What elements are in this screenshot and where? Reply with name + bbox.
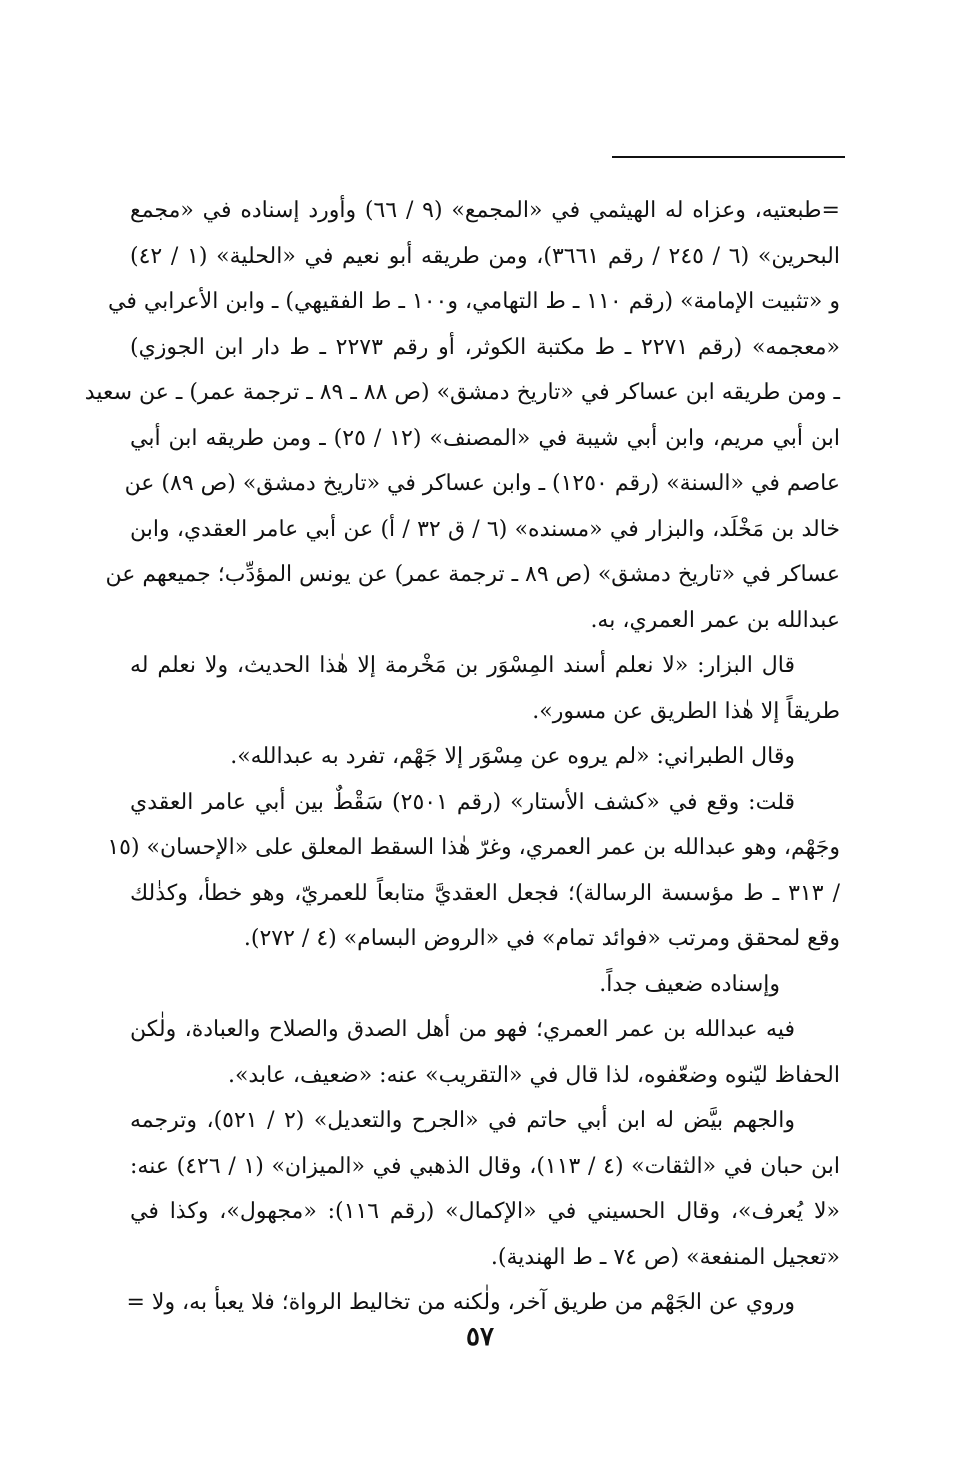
jahm-line: والجهم بيَّض له ابن أبي حاتم في «الجرح والتعديل» (٢ / ٥٢١)، وترجمه [130, 1108, 795, 1133]
ruwiya-line: وروي عن الجَهْم من طريق آخر، ولٰكنه من تخاليط الرواة؛ فلا يعبأ به، ولا = [126, 1290, 795, 1315]
footnote-line: البحرين» (٦ / ٢٤٥ / رقم ٣٦٦١)، ومن طريقه أبو نعيم في «الحلية» (١ / ٤٢) [130, 243, 840, 269]
footnote-separator-line [612, 156, 845, 158]
footnote-line: عساكر في «تاريخ دمشق» (ص ٨٩ ـ ترجمة عمر) عن يونس المؤدِّب؛ جميعهم عن [105, 562, 840, 587]
bazzar-quote-line: طريقاً إلا هٰذا الطريق عن مسور». [532, 698, 840, 724]
footnote-line: و «تثبيت الإمامة» (رقم ١١٠ ـ ط التهامي، و١٠٠ ـ ط الفقيهي) ـ وابن الأعرابي في [108, 289, 840, 314]
isnad-line: وإسناده ضعيف جداً. [599, 971, 780, 997]
bazzar-quote-line: قال البزار: «لا نعلم أسند المِسْوَر بن مَخْرمة إلا هٰذا الحديث، ولا نعلم له [130, 653, 795, 678]
tabarani-quote-line: وقال الطبراني: «لم يروه عن مِسْوَر إلا جَهْم، تفرد به عبدالله». [230, 744, 795, 769]
jahm-line: «تعجيل المنفعة» (ص ٧٤ ـ ط الهندية). [490, 1244, 840, 1270]
qultu-line: / ٣١٣ ـ ط مؤسسة الرسالة)؛ فجعل العقديَّ متابعاً للعمريّ، وهو خطأ، وكذٰلك [130, 880, 840, 906]
fihi-line: فيه عبدالله بن عمر العمري؛ فهو من أهل الصدق والصلاح والعبادة، ولٰكن [130, 1017, 795, 1042]
footnote-line: ابن أبي مريم، وابن أبي شيبة في «المصنف» (١٢ / ٢٥) ـ ومن طريقه ابن أبي [130, 425, 840, 451]
footnote-line: ـ ومن طريقه ابن عساكر في «تاريخ دمشق» (ص ٨٨ ـ ٨٩ ـ ترجمة عمر) ـ عن سعيد [84, 380, 840, 405]
page-number: ٥٧ [466, 1322, 494, 1352]
jahm-line: «لا يُعرف»، وقال الحسيني في «الإكمال» (رقم ١١٦): «مجهول»، وكذا في [130, 1199, 840, 1224]
qultu-line: قلت: وقع في «كشف الأستار» (رقم ٢٥٠١) سَقْطٌ بين أبي عامر العقدي [130, 789, 796, 815]
footnote-line: عبدالله بن عمر العمري، به. [590, 607, 840, 633]
footnote-line: خالد بن مَخْلَد، والبزار في «مسنده» (٦ / ق ٣٢ / أ) عن أبي عامر العقدي، وابن [130, 516, 840, 542]
footnote-line: عاصم في «السنة» (رقم ١٢٥٠) ـ وابن عساكر في «تاريخ دمشق» (ص ٨٩) عن [124, 471, 840, 496]
jahm-line: ابن حبان في «الثقات» (٤ / ١١٣)، وقال الذهبي في «الميزان» (١ / ٤٢٦) عنه: [130, 1153, 840, 1179]
qultu-line: وقع لمحقق ومرتب «فوائد تمام» في «الروض البسام» (٤ / ٢٧٢). [243, 926, 840, 951]
qultu-line: وجَهْم، وهو عبدالله بن عمر العمري، وغرّ هٰذا السقط المعلق على «الإحسان» (١٥ [107, 835, 840, 860]
fihi-line: الحفاظ ليّنوه وضعّفوه، لذا قال في «التقريب» عنه: «ضعيف، عابد». [227, 1062, 840, 1088]
footnote-line: «معجمه» (رقم ٢٢٧١ ـ ط مكتبة الكوثر، أو رقم ٢٢٧٣ ـ ط دار ابن الجوزي) [130, 334, 840, 360]
footnote-text [84, 188, 840, 1326]
footnote-line: =طبعتيه، وعزاه له الهيثمي في «المجمع» (٩ / ٦٦) وأورد إسناده في «مجمع [130, 198, 840, 223]
